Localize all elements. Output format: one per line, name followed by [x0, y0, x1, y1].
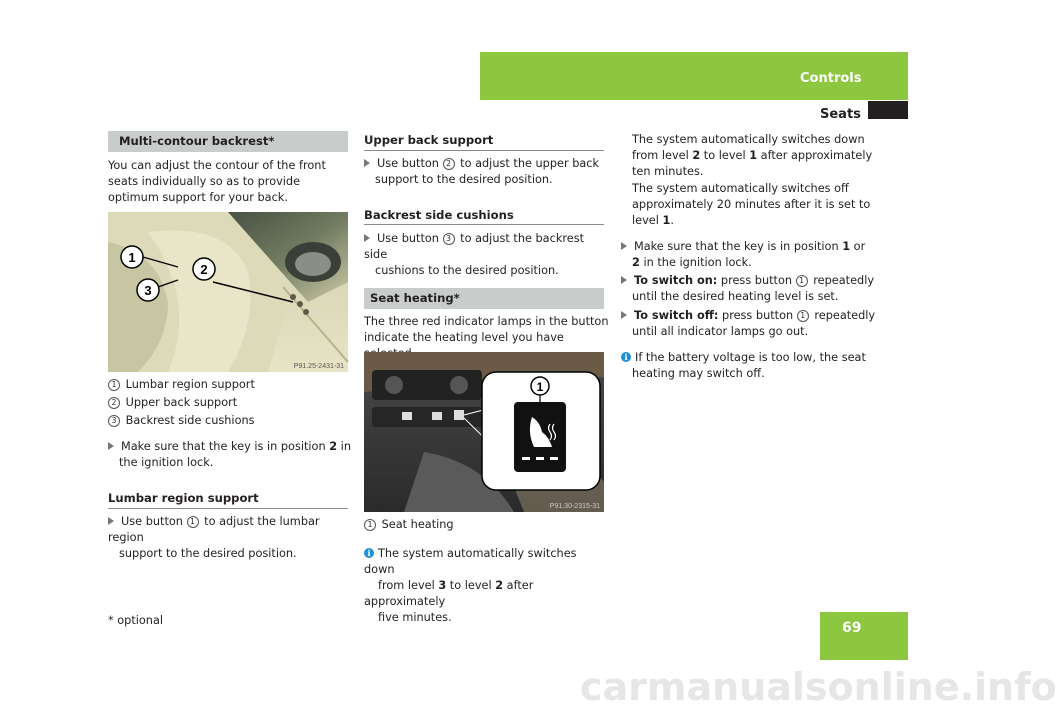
photo-code: P91.25-2431-31 — [293, 363, 344, 370]
subheading-side-cushions: Backrest side cushions — [364, 208, 514, 222]
backrest-controls-photo — [108, 212, 348, 372]
heat-intro: The three red indicator lamps in the button indicate the heating level you have — [364, 315, 609, 344]
step-switch-on: To switch on: press button 1 repeatedly until the desired heating level is set. — [621, 273, 883, 305]
step-arrow-icon — [108, 517, 114, 525]
step-arrow-icon — [621, 276, 627, 284]
divider — [108, 508, 348, 509]
subheading-lumbar: Lumbar region support — [108, 491, 259, 505]
legend-item-3: 3 Backrest side cushions — [108, 413, 255, 429]
step-arrow-icon — [621, 311, 627, 319]
circled-number-icon: 3 — [443, 233, 455, 245]
callout-3-label: 3 — [144, 283, 152, 298]
section-marker — [868, 101, 908, 119]
circled-number-icon: 2 — [443, 158, 455, 170]
step-arrow-icon — [108, 442, 114, 450]
footnote: * optional — [108, 614, 164, 627]
callout-2-label: 2 — [200, 262, 208, 277]
intro-text: You can adjust the contour of the front seats individually so as to provide optimum support for your back. — [108, 159, 326, 204]
circled-number-icon: 3 — [108, 415, 120, 427]
watermark: carmanualsonline.info — [580, 665, 1057, 709]
page-number-tab — [820, 612, 908, 660]
seat-heating-photo — [364, 352, 604, 512]
circled-number-icon: 1 — [108, 379, 120, 391]
step-lumbar: Use button 1 to adjust the lumbar region support to the desired position. — [108, 515, 320, 560]
paragraph-level2: The system automatically switches down from level 2 to level 1 after approximately ten minutes. — [632, 133, 873, 178]
circled-number-icon: 1 — [364, 519, 376, 531]
legend-item-seat-heating: 1 Seat heating — [364, 517, 454, 533]
legend-item-2: 2 Upper back support — [108, 395, 237, 411]
chapter-title: Controls — [800, 71, 862, 86]
circled-number-icon: 1 — [797, 310, 809, 322]
step-arrow-icon — [621, 242, 627, 250]
circled-number-icon: 2 — [108, 397, 120, 409]
page-number: 69 — [842, 620, 862, 636]
subheading-upper-back: Upper back support — [364, 133, 494, 147]
backrest-photo-illustration — [108, 212, 348, 372]
divider — [364, 150, 604, 151]
step-switch-off: To switch off: press button 1 repeatedly until all indicator lamps go out. — [621, 308, 883, 340]
step-upper-back: Use button 2 to adjust the upper back support to the desired position. — [364, 156, 610, 188]
info-note-battery: i If the battery voltage is too low, the seat heating may switch off. — [621, 350, 883, 382]
info-icon: i — [364, 548, 374, 558]
section-heading-seat-heating: Seat heating* — [364, 288, 604, 309]
section-title: Seats — [820, 107, 861, 122]
info-icon: i — [621, 352, 631, 362]
step-key-position: Make sure that the key is in position 2 in the ignition lock. — [108, 439, 354, 471]
paragraph-switch-off: The system automatically switches off approximately 20 minutes after it is set to level 1. — [632, 182, 871, 227]
legend-item-1: 1 Lumbar region support — [108, 377, 255, 393]
section-heading-multicontour: Multi-contour backrest* — [108, 131, 348, 152]
step-key-position-heating: Make sure that the key is in position 1 or 2 in the ignition lock. — [621, 239, 883, 271]
step-arrow-icon — [364, 159, 370, 167]
photo-code: P91.30-2315-31 — [549, 503, 600, 510]
circled-number-icon: 1 — [796, 275, 808, 287]
seat-heating-photo-illustration — [364, 352, 604, 512]
step-arrow-icon — [364, 234, 370, 242]
callout-1-label: 1 — [536, 380, 544, 394]
info-note-level3: i The system automatically switches down from level 3 to level 2 after approximately five minutes. — [364, 547, 577, 624]
step-side-cushions: Use button 3 to adjust the backrest side cushions to the desired position. — [364, 232, 585, 277]
callout-1-label: 1 — [128, 250, 136, 265]
circled-number-icon: 1 — [187, 516, 199, 528]
divider — [364, 224, 604, 225]
